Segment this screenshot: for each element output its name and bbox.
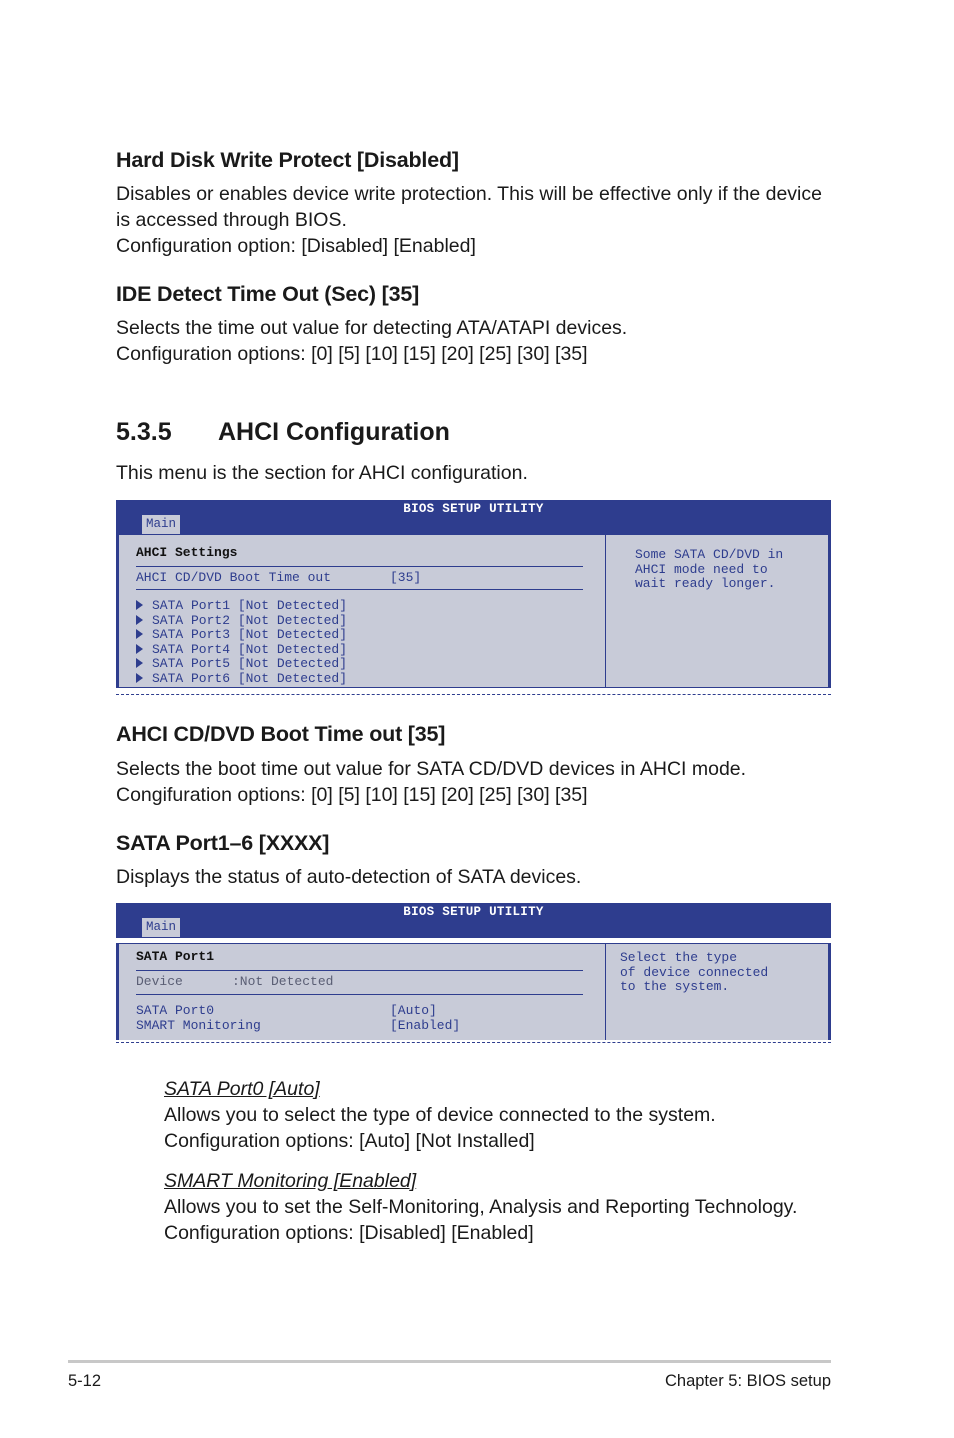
- bios-bottom-border: [116, 1036, 831, 1043]
- bios-options-panel: [119, 944, 605, 1040]
- device-label: Device: [136, 974, 183, 989]
- hdwp-line-1: Disables or enables device write protection. This will be effective only if the device: [116, 183, 822, 205]
- hdwp-line-2: is accessed through BIOS.: [116, 209, 347, 231]
- bios-body: [116, 535, 831, 687]
- submenu-label: SATA Port4 [Not Detected]: [152, 641, 348, 657]
- bios-screen-ahci-settings: [116, 500, 831, 692]
- divider: [136, 589, 583, 590]
- cddvd-line-1: Selects the boot time out value for SATA CD/DVD devices in AHCI mode.: [116, 758, 747, 780]
- submenu-label: SATA Port1 [Not Detected]: [152, 598, 348, 613]
- heading-sata-port1-6: SATA Port1–6 [XXXX]: [116, 831, 330, 855]
- footer-page-number: 5-12: [68, 1372, 102, 1390]
- section-number: 5.3.5: [116, 418, 172, 446]
- submenu-arrow-icon: [136, 658, 143, 668]
- bios-heading: AHCI Settings: [136, 545, 238, 560]
- section-title: AHCI Configuration: [218, 418, 450, 446]
- bios-title: BIOS SETUP UTILITY: [403, 905, 544, 919]
- submenu-label: SATA Port6 [Not Detected]: [152, 670, 348, 686]
- heading-ahci-cddvd-boot-time-out: AHCI CD/DVD Boot Time out [35]: [116, 722, 446, 746]
- option-smart-monitoring[interactable]: [136, 1017, 461, 1033]
- bios-tab-main[interactable]: Main: [142, 515, 180, 534]
- heading-ide-detect-time-out: IDE Detect Time Out (Sec) [35]: [116, 282, 420, 306]
- option-value: [35]: [390, 570, 422, 585]
- submenu-arrow-icon: [136, 644, 143, 654]
- smart-line-1: Allows you to set the Self-Monitoring, Analysis and Reporting Technology.: [164, 1196, 798, 1218]
- subheading-smart-monitoring: SMART Monitoring [Enabled]: [164, 1170, 417, 1192]
- submenu-arrow-icon: [136, 600, 143, 610]
- help-line-1: Some SATA CD/DVD in: [635, 547, 784, 562]
- help-line-2: of device connected: [620, 964, 769, 980]
- option-label: SMART Monitoring: [136, 1017, 261, 1033]
- option-value: [Auto]: [390, 1003, 437, 1018]
- help-line-3: wait ready longer.: [635, 576, 776, 591]
- help-line-3: to the system.: [620, 979, 730, 994]
- bios-title-bar: [116, 500, 831, 535]
- submenu-sata-port3[interactable]: [136, 627, 347, 642]
- ide-line-1: Selects the time out value for detecting ATA/ATAPI devices.: [116, 317, 628, 339]
- option-label: SATA Port0: [136, 1003, 215, 1018]
- submenu-arrow-icon: [136, 629, 143, 639]
- option-cddvd-boot-time-out[interactable]: [136, 570, 422, 585]
- ide-line-2: Configuration options: [0] [5] [10] [15] [20] [25] [30] [35]: [116, 343, 588, 365]
- bios-body: [116, 943, 831, 1040]
- hdwp-line-3: Configuration option: [Disabled] [Enabled]: [116, 235, 476, 257]
- option-label: AHCI CD/DVD Boot Time out: [136, 570, 332, 585]
- submenu-sata-port4[interactable]: [136, 642, 347, 657]
- submenu-arrow-icon: [136, 615, 143, 625]
- submenu-sata-port1[interactable]: [136, 598, 347, 613]
- footer-chapter: Chapter 5: BIOS setup: [664, 1372, 831, 1390]
- bios-bottom-border: [116, 687, 831, 695]
- bios-title-bar: [116, 903, 831, 938]
- device-value: :Not Detected: [232, 974, 334, 989]
- submenu-sata-port6[interactable]: [136, 671, 347, 686]
- ahci-intro: This menu is the section for AHCI configuration.: [116, 462, 528, 484]
- divider: [136, 970, 583, 971]
- help-line-2: AHCI mode need to: [635, 561, 768, 577]
- smart-line-2: Configuration options: [Disabled] [Enabled]: [164, 1222, 534, 1244]
- help-line-1: Select the type: [620, 950, 738, 965]
- subheading-sata-port0: SATA Port0 [Auto]: [164, 1078, 320, 1100]
- footer-rule: [68, 1360, 831, 1363]
- submenu-sata-port2[interactable]: [136, 613, 347, 628]
- bios-screen-sata-port1: [116, 903, 831, 1043]
- heading-hard-disk-write-protect: Hard Disk Write Protect [Disabled]: [116, 148, 459, 172]
- submenu-label: SATA Port3 [Not Detected]: [152, 627, 348, 642]
- cddvd-line-2: Congifuration options: [0] [5] [10] [15] [20] [25] [30] [35]: [116, 784, 588, 806]
- submenu-label: SATA Port2 [Not Detected]: [152, 612, 348, 628]
- submenu-sata-port5[interactable]: [136, 656, 347, 671]
- submenu-label: SATA Port5 [Not Detected]: [152, 656, 348, 671]
- port0-line-2: Configuration options: [Auto] [Not Installed]: [164, 1130, 535, 1152]
- device-status: [136, 974, 334, 989]
- sataport-intro: Displays the status of auto-detection of SATA devices.: [116, 866, 582, 888]
- bios-title: BIOS SETUP UTILITY: [403, 502, 544, 516]
- bios-tab-main[interactable]: Main: [142, 918, 180, 937]
- divider: [136, 994, 583, 995]
- submenu-arrow-icon: [136, 673, 143, 683]
- bios-heading: SATA Port1: [136, 949, 215, 964]
- option-sata-port0[interactable]: [136, 1003, 437, 1018]
- port0-line-1: Allows you to select the type of device connected to the system.: [164, 1104, 716, 1126]
- bios-options-panel: [119, 535, 605, 687]
- bios-help-panel: [605, 535, 828, 687]
- option-value: [Enabled]: [390, 1017, 461, 1033]
- bios-help-panel: [605, 944, 828, 1040]
- divider: [136, 566, 583, 567]
